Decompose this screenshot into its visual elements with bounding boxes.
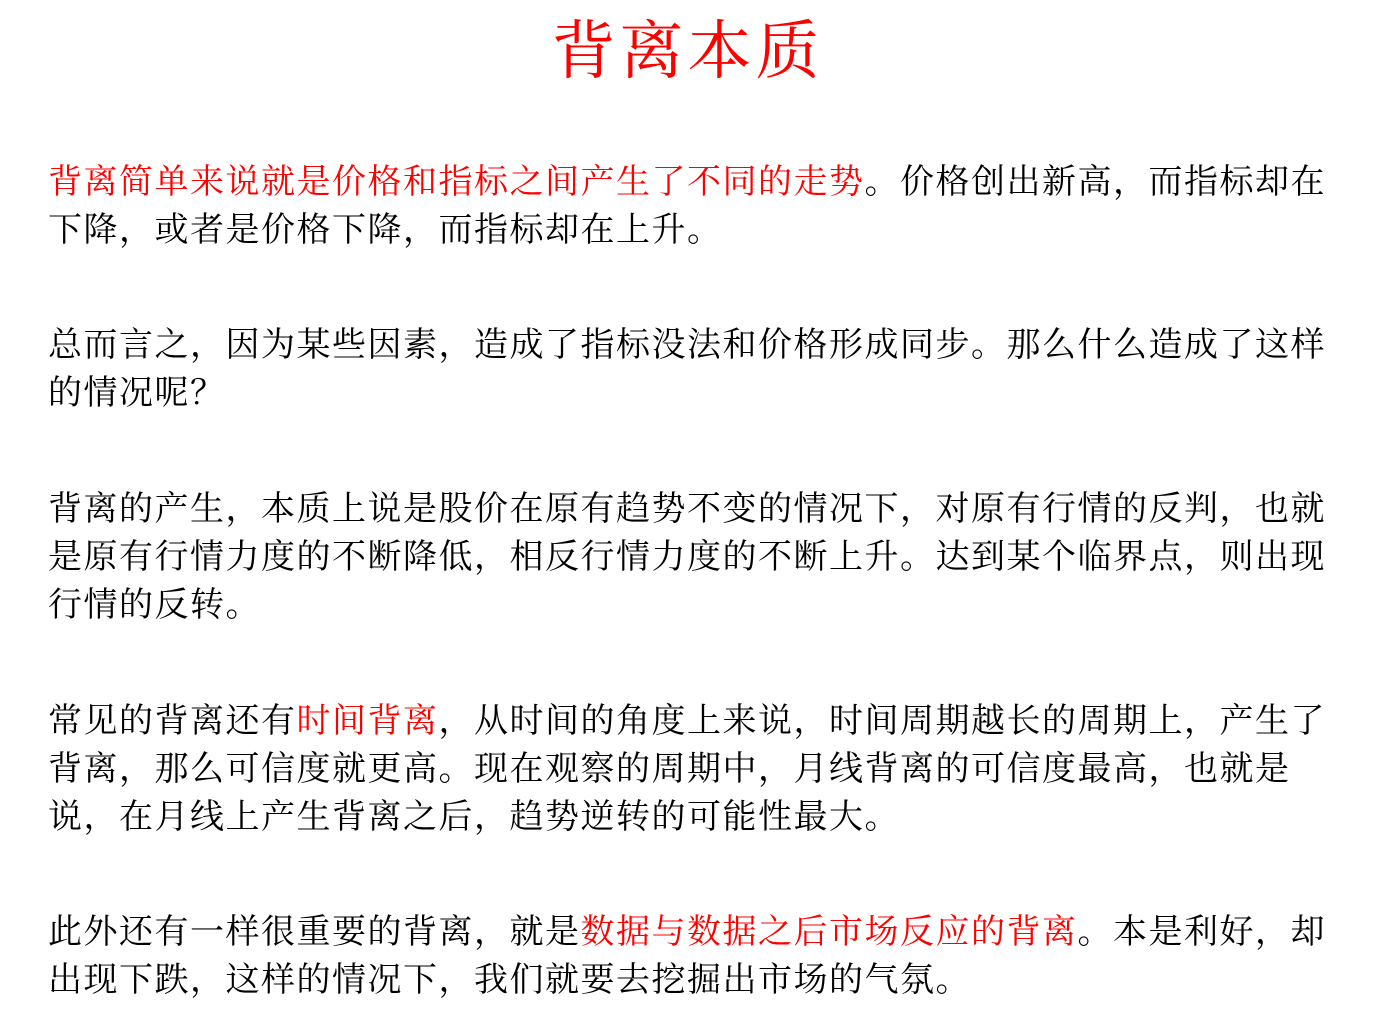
definition-text: 。价格创出新高，而指标却在下降，或者是价格下降，而指标却在上升。	[48, 162, 1326, 250]
paragraph-definition	[48, 158, 1338, 254]
time-divergence-text: ，从时间的角度上来说，时间周期越长的周期上，产生了背离，那么可信度就更高。现在观察的周期中，月线背离的可信度最高，也就是说，在月线上产生背离之后，趋势逆转的可能性最大。	[48, 701, 1326, 837]
highlighted-definition: 背离简单来说就是价格和指标之间产生了不同的走势	[48, 162, 865, 202]
time-divergence-lead: 常见的背离还有	[48, 701, 297, 741]
data-divergence-lead: 此外还有一样很重要的背离，就是	[48, 912, 581, 952]
highlighted-data-divergence: 数据与数据之后市场反应的背离	[580, 912, 1078, 952]
paragraph-essence: 背离的产生，本质上说是股价在原有趋势不变的情况下，对原有行情的反判，也就是原有行情力度的不断降低，相反行情力度的不断上升。达到某个临界点，则出现行情的反转。	[48, 489, 1326, 625]
paragraph-time-divergence	[48, 697, 1338, 841]
highlighted-time-divergence: 时间背离	[296, 701, 439, 741]
paragraph-data-divergence	[48, 908, 1338, 1004]
page-title: 背离本质	[551, 15, 824, 89]
paragraph-summary: 总而言之，因为某些因素，造成了指标没法和价格形成同步。那么什么造成了这样的情况呢？	[48, 325, 1326, 413]
data-divergence-text: 。本是利好，却出现下跌，这样的情况下，我们就要去挖掘出市场的气氛。	[48, 912, 1326, 1000]
